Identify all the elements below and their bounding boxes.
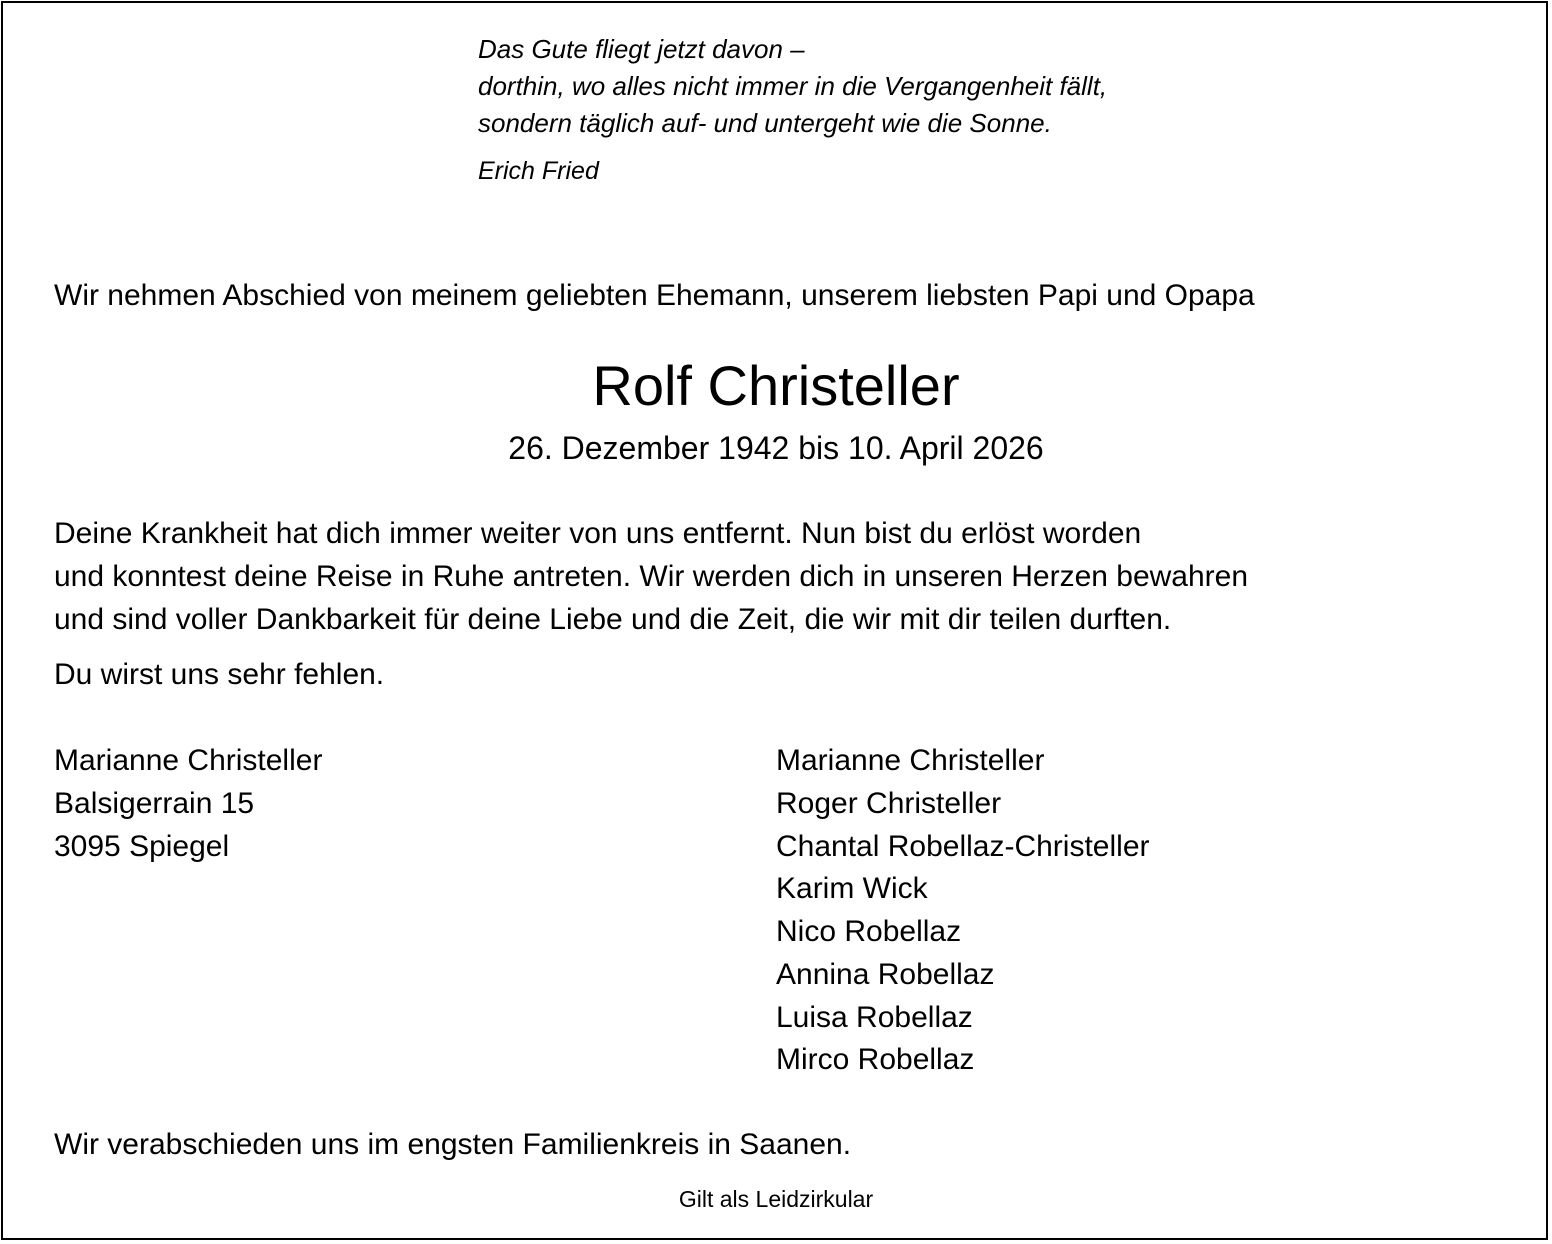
intro-text: Wir nehmen Abschied von meinem geliebten Ehemann, unserem liebsten Papi und Opapa	[54, 279, 1255, 312]
family-member: Annina Robellaz	[776, 958, 995, 991]
quote-line: sondern täglich auf- und untergeht wie die Sonne.	[478, 108, 1052, 138]
message-line: Deine Krankheit hat dich immer weiter von uns entfernt. Nun bist du erlöst worden	[54, 517, 1142, 550]
family-member: Marianne Christeller	[776, 744, 1045, 777]
quote-line: Das Gute fliegt jetzt davon –	[478, 34, 805, 64]
address-line: Balsigerrain 15	[54, 787, 255, 820]
family-member: Nico Robellaz	[776, 915, 962, 948]
message-line: und konntest deine Reise in Ruhe antreten. Wir werden dich in unseren Herzen bewahren	[54, 560, 1249, 593]
address-line: 3095 Spiegel	[54, 830, 230, 863]
quote-line: dorthin, wo alles nicht immer in die Vergangenheit fällt,	[478, 71, 1108, 101]
life-dates: 26. Dezember 1942 bis 10. April 2026	[508, 430, 1044, 466]
family-member: Karim Wick	[776, 872, 928, 905]
closing-line: Du wirst uns sehr fehlen.	[54, 658, 385, 691]
family-member: Chantal Robellaz-Christeller	[776, 830, 1150, 863]
family-member: Mirco Robellaz	[776, 1043, 975, 1076]
address-line: Marianne Christeller	[54, 744, 323, 777]
message-line: und sind voller Dankbarkeit für deine Liebe und die Zeit, die wir mit dir teilen durften.	[54, 603, 1172, 636]
family-member: Roger Christeller	[776, 787, 1002, 820]
family-member: Luisa Robellaz	[776, 1001, 973, 1034]
quote-author: Erich Fried	[478, 157, 599, 185]
deceased-name: Rolf Christeller	[592, 354, 960, 417]
ceremony-note: Wir verabschieden uns im engsten Familienkreis in Saanen.	[54, 1128, 852, 1161]
footer-note: Gilt als Leidzirkular	[678, 1186, 874, 1212]
